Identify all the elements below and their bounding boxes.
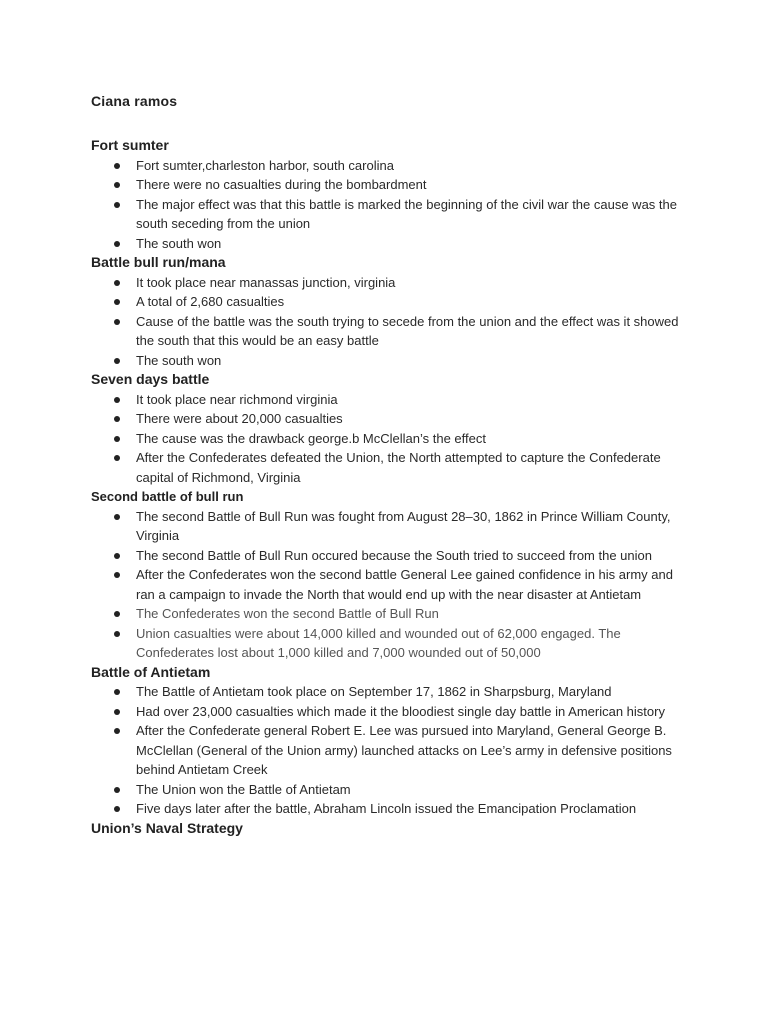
bullet-icon	[114, 163, 120, 169]
bullet-item: Had over 23,000 casualties which made it the bloodiest single day battle in American history	[91, 702, 691, 722]
bullet-icon	[114, 416, 120, 422]
bullet-list	[91, 390, 691, 488]
section-seven-days-battle	[91, 370, 691, 487]
section-battle-of-antietam	[91, 663, 691, 819]
section-heading: Battle of Antietam	[91, 663, 211, 680]
bullet-list	[91, 156, 691, 254]
section-battle-bull-run	[91, 253, 691, 370]
bullet-item: It took place near manassas junction, virginia	[91, 273, 691, 293]
bullet-icon	[114, 182, 120, 188]
bullet-item: Five days later after the battle, Abraham Lincoln issued the Emancipation Proclamation	[91, 799, 691, 819]
bullet-icon	[114, 455, 120, 461]
bullet-icon	[114, 397, 120, 403]
section-heading: Union’s Naval Strategy	[91, 819, 243, 836]
bullet-item: There were no casualties during the bombardment	[91, 175, 691, 195]
author-name: Ciana ramos	[91, 93, 178, 109]
bullet-item: Cause of the battle was the south trying to secede from the union and the effect was it showed the south that this would be an easy battle	[91, 312, 691, 351]
bullet-item: The second Battle of Bull Run occured because the South tried to succeed from the union	[91, 546, 691, 566]
bullet-list	[91, 682, 691, 819]
section-unions-naval-strategy	[91, 819, 691, 839]
bullet-item: After the Confederates defeated the Union, the North attempted to capture the Confederate capital of Richmond, Virginia	[91, 448, 691, 487]
bullet-item: There were about 20,000 casualties	[91, 409, 691, 429]
bullet-item: The major effect was that this battle is marked the beginning of the civil war the cause was the south seceding from the union	[91, 195, 691, 234]
bullet-item: The Confederates won the second Battle of Bull Run	[91, 604, 691, 624]
section-heading: Second battle of bull run	[91, 489, 244, 504]
bullet-item: The cause was the drawback george.b McClellan’s the effect	[91, 429, 691, 449]
bullet-item: The Battle of Antietam took place on September 17, 1862 in Sharpsburg, Maryland	[91, 682, 691, 702]
bullet-item: The Union won the Battle of Antietam	[91, 780, 691, 800]
section-heading: Seven days battle	[91, 371, 210, 387]
bullet-item: Union casualties were about 14,000 killed and wounded out of 62,000 engaged. The Confederates lost about 1,000 killed and 7,000 wounded out of 50,000	[91, 624, 691, 663]
document-body	[91, 136, 691, 838]
bullet-list	[91, 507, 691, 663]
bullet-icon	[114, 553, 120, 559]
bullet-item: The south won	[91, 234, 691, 254]
bullet-icon	[114, 358, 120, 364]
bullet-icon	[114, 689, 120, 695]
bullet-icon	[114, 299, 120, 305]
bullet-icon	[114, 514, 120, 520]
bullet-icon	[114, 319, 120, 325]
bullet-icon	[114, 202, 120, 208]
bullet-icon	[114, 631, 120, 637]
bullet-icon	[114, 787, 120, 793]
section-heading: Battle bull run/mana	[91, 254, 226, 270]
bullet-list	[91, 273, 691, 371]
bullet-icon	[114, 728, 120, 734]
bullet-icon	[114, 436, 120, 442]
bullet-icon	[114, 611, 120, 617]
bullet-icon	[114, 241, 120, 247]
bullet-icon	[114, 806, 120, 812]
bullet-item: Fort sumter,charleston harbor, south carolina	[91, 156, 691, 176]
bullet-item: After the Confederates won the second battle General Lee gained confidence in his army and ran a campaign to invade the North that would end up with the near disaster at Antietam	[91, 565, 691, 604]
bullet-item: A total of 2,680 casualties	[91, 292, 691, 312]
section-second-battle-bull-run	[91, 487, 691, 663]
bullet-icon	[114, 572, 120, 578]
bullet-item: The second Battle of Bull Run was fought from August 28–30, 1862 in Prince William County, Virginia	[91, 507, 691, 546]
bullet-item: The south won	[91, 351, 691, 371]
section-fort-sumter	[91, 136, 691, 253]
bullet-icon	[114, 280, 120, 286]
section-heading: Fort sumter	[91, 137, 169, 153]
bullet-icon	[114, 709, 120, 715]
bullet-item: It took place near richmond virginia	[91, 390, 691, 410]
bullet-item: After the Confederate general Robert E. Lee was pursued into Maryland, General George B. McClellan (General of the Union army) launched attacks on Lee’s army in defensive positions behind Antietam Creek	[91, 721, 691, 780]
